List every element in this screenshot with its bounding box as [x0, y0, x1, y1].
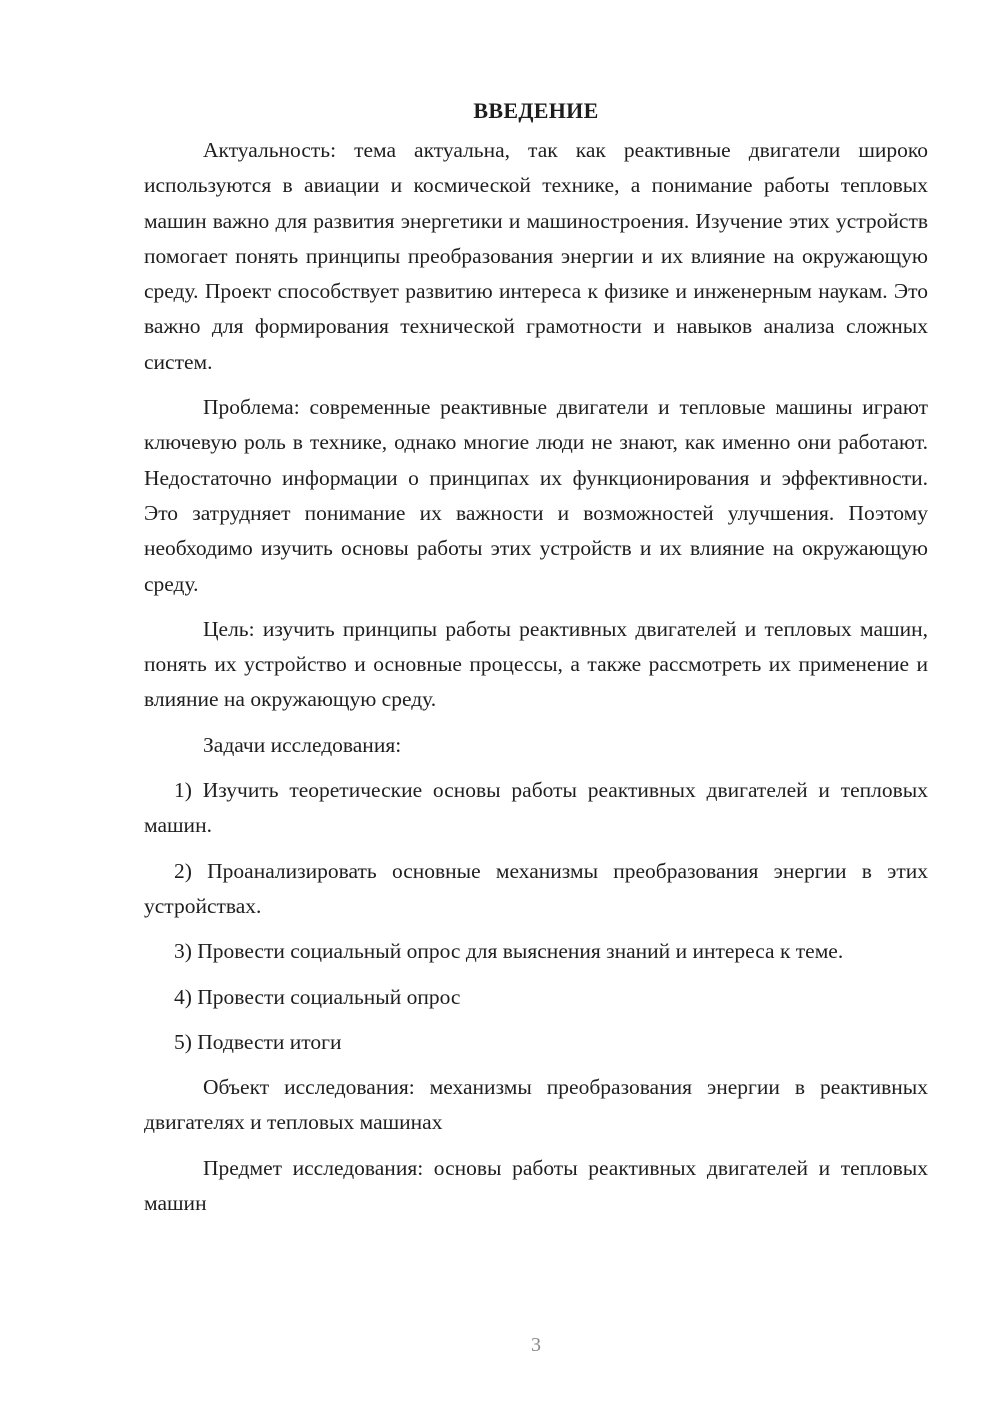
research-subject-paragraph: Предмет исследования: основы работы реактивных двигателей и тепловых машин: [144, 1155, 928, 1216]
task-item: 1) Изучить теоретические основы работы реактивных двигателей и тепловых машин.: [144, 778, 928, 838]
goal-paragraph: Цель: изучить принципы работы реактивных двигателей и тепловых машин, понять их устройство и основные процессы, а также рассмотреть их применение и влияние на окружающую среду.: [144, 616, 928, 712]
research-object-paragraph: Объект исследования: механизмы преобразования энергии в реактивных двигателях и тепловых машинах: [144, 1075, 928, 1135]
task-item: 5) Подвести итоги: [174, 1029, 342, 1054]
page-title: ВВЕДЕНИЕ: [473, 98, 599, 123]
document-page: [144, 93, 928, 1231]
page-number: 3: [531, 1334, 541, 1356]
task-item: 3) Провести социальный опрос для выяснения знаний и интереса к теме.: [174, 939, 844, 964]
relevance-paragraph: Актуальность: тема актуальна, так как реактивные двигатели широко используются в авиации и космической технике, а понимание работы тепловых машин важно для развития энергетики и машиностроения. Изучение этих устройств помогает понять принципы преобразования энергии и их влияние на окружающую среду. Проект способствует развитию интереса к физике и инженерным наукам. Это важно для формирования технической грамотности и навыков анализа сложных систем.: [144, 138, 928, 374]
problem-paragraph: Проблема: современные реактивные двигатели и тепловые машины играют ключевую роль в технике, однако многие люди не знают, как именно они работают. Недостаточно информации о принципах их функционирования и эффективности. Это затрудняет понимание их важности и возможностей улучшения. Поэтому необходимо изучить основы работы этих устройств и их влияние на окружающую среду.: [144, 395, 928, 596]
task-item: 4) Провести социальный опрос: [174, 984, 461, 1009]
tasks-heading: Задачи исследования:: [203, 732, 402, 757]
task-item: 2) Проанализировать основные механизмы преобразования энергии в этих устройствах.: [144, 858, 928, 918]
